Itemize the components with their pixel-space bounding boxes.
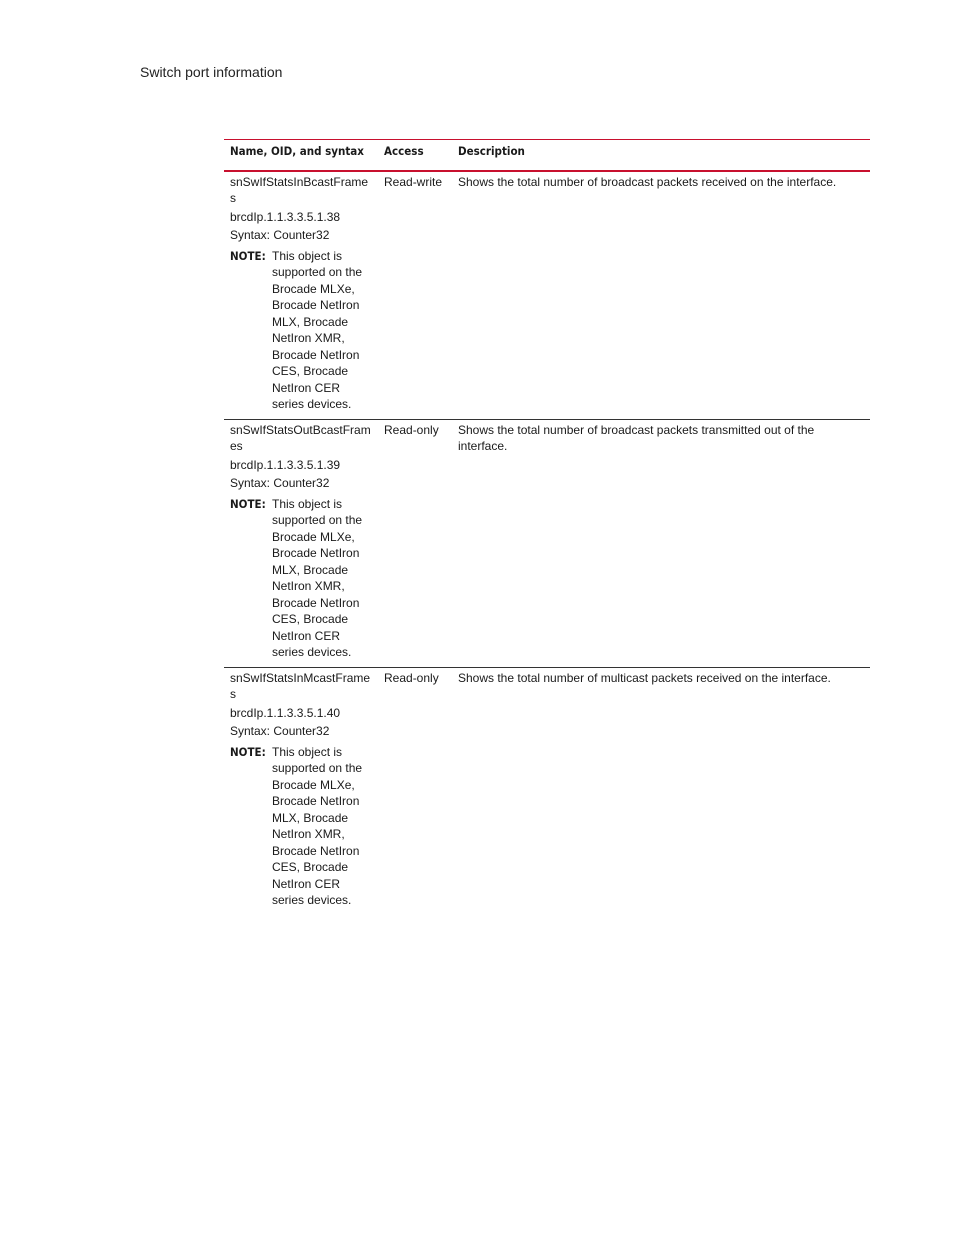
note-label: NOTE: (230, 496, 266, 511)
name-oid-syntax-cell (224, 667, 378, 915)
column-header-name: Name, OID, and syntax (224, 140, 378, 171)
note-block (230, 496, 372, 661)
note-block (230, 248, 372, 413)
access-cell: Read-only (378, 667, 452, 915)
table-row (224, 667, 870, 915)
note-text: This object is supported on the Brocade MLXe, Brocade NetIron MLX, Brocade NetIron XMR, Brocade NetIron CES, Brocade NetIron CER series devices. (272, 496, 363, 659)
access-cell: Read-write (384, 174, 443, 189)
name-oid-syntax-cell (224, 171, 378, 420)
note-label: NOTE: (230, 248, 266, 263)
mib-object-table (224, 139, 870, 915)
note-label: NOTE: (230, 744, 266, 759)
name-oid-syntax-cell (224, 419, 378, 667)
object-oid: brcdIp.1.1.3.3.5.1.40 (230, 705, 341, 720)
table-row (224, 419, 870, 667)
column-header-description: Description (452, 140, 870, 171)
note-text: This object is supported on the Brocade MLXe, Brocade NetIron MLX, Brocade NetIron XMR, Brocade NetIron CES, Brocade NetIron CER series devices. (272, 248, 363, 411)
table-header-row (224, 140, 870, 171)
object-name: snSwIfStatsInMcastFrames (230, 670, 371, 701)
column-header-access: Access (378, 140, 452, 171)
description-cell: Shows the total number of broadcast packets received on the interface. (458, 174, 837, 189)
object-syntax: Syntax: Counter32 (230, 228, 330, 242)
object-oid: brcdIp.1.1.3.3.5.1.39 (230, 457, 341, 472)
table-row (224, 171, 870, 420)
note-text: This object is supported on the Brocade MLXe, Brocade NetIron MLX, Brocade NetIron XMR, Brocade NetIron CES, Brocade NetIron CER series devices. (272, 744, 363, 907)
page-header-title: Switch port information (140, 64, 283, 80)
object-name: snSwIfStatsInBcastFrames (230, 174, 369, 205)
object-syntax: Syntax: Counter32 (230, 724, 330, 738)
object-syntax: Syntax: Counter32 (230, 476, 330, 490)
description-cell: Shows the total number of multicast packets received on the interface. (452, 667, 870, 915)
object-name: snSwIfStatsOutBcastFrames (230, 422, 371, 453)
description-cell: Shows the total number of broadcast packets transmitted out of the interface. (452, 419, 870, 667)
note-block (230, 744, 372, 909)
object-oid: brcdIp.1.1.3.3.5.1.38 (230, 209, 341, 224)
access-cell: Read-only (378, 419, 452, 667)
